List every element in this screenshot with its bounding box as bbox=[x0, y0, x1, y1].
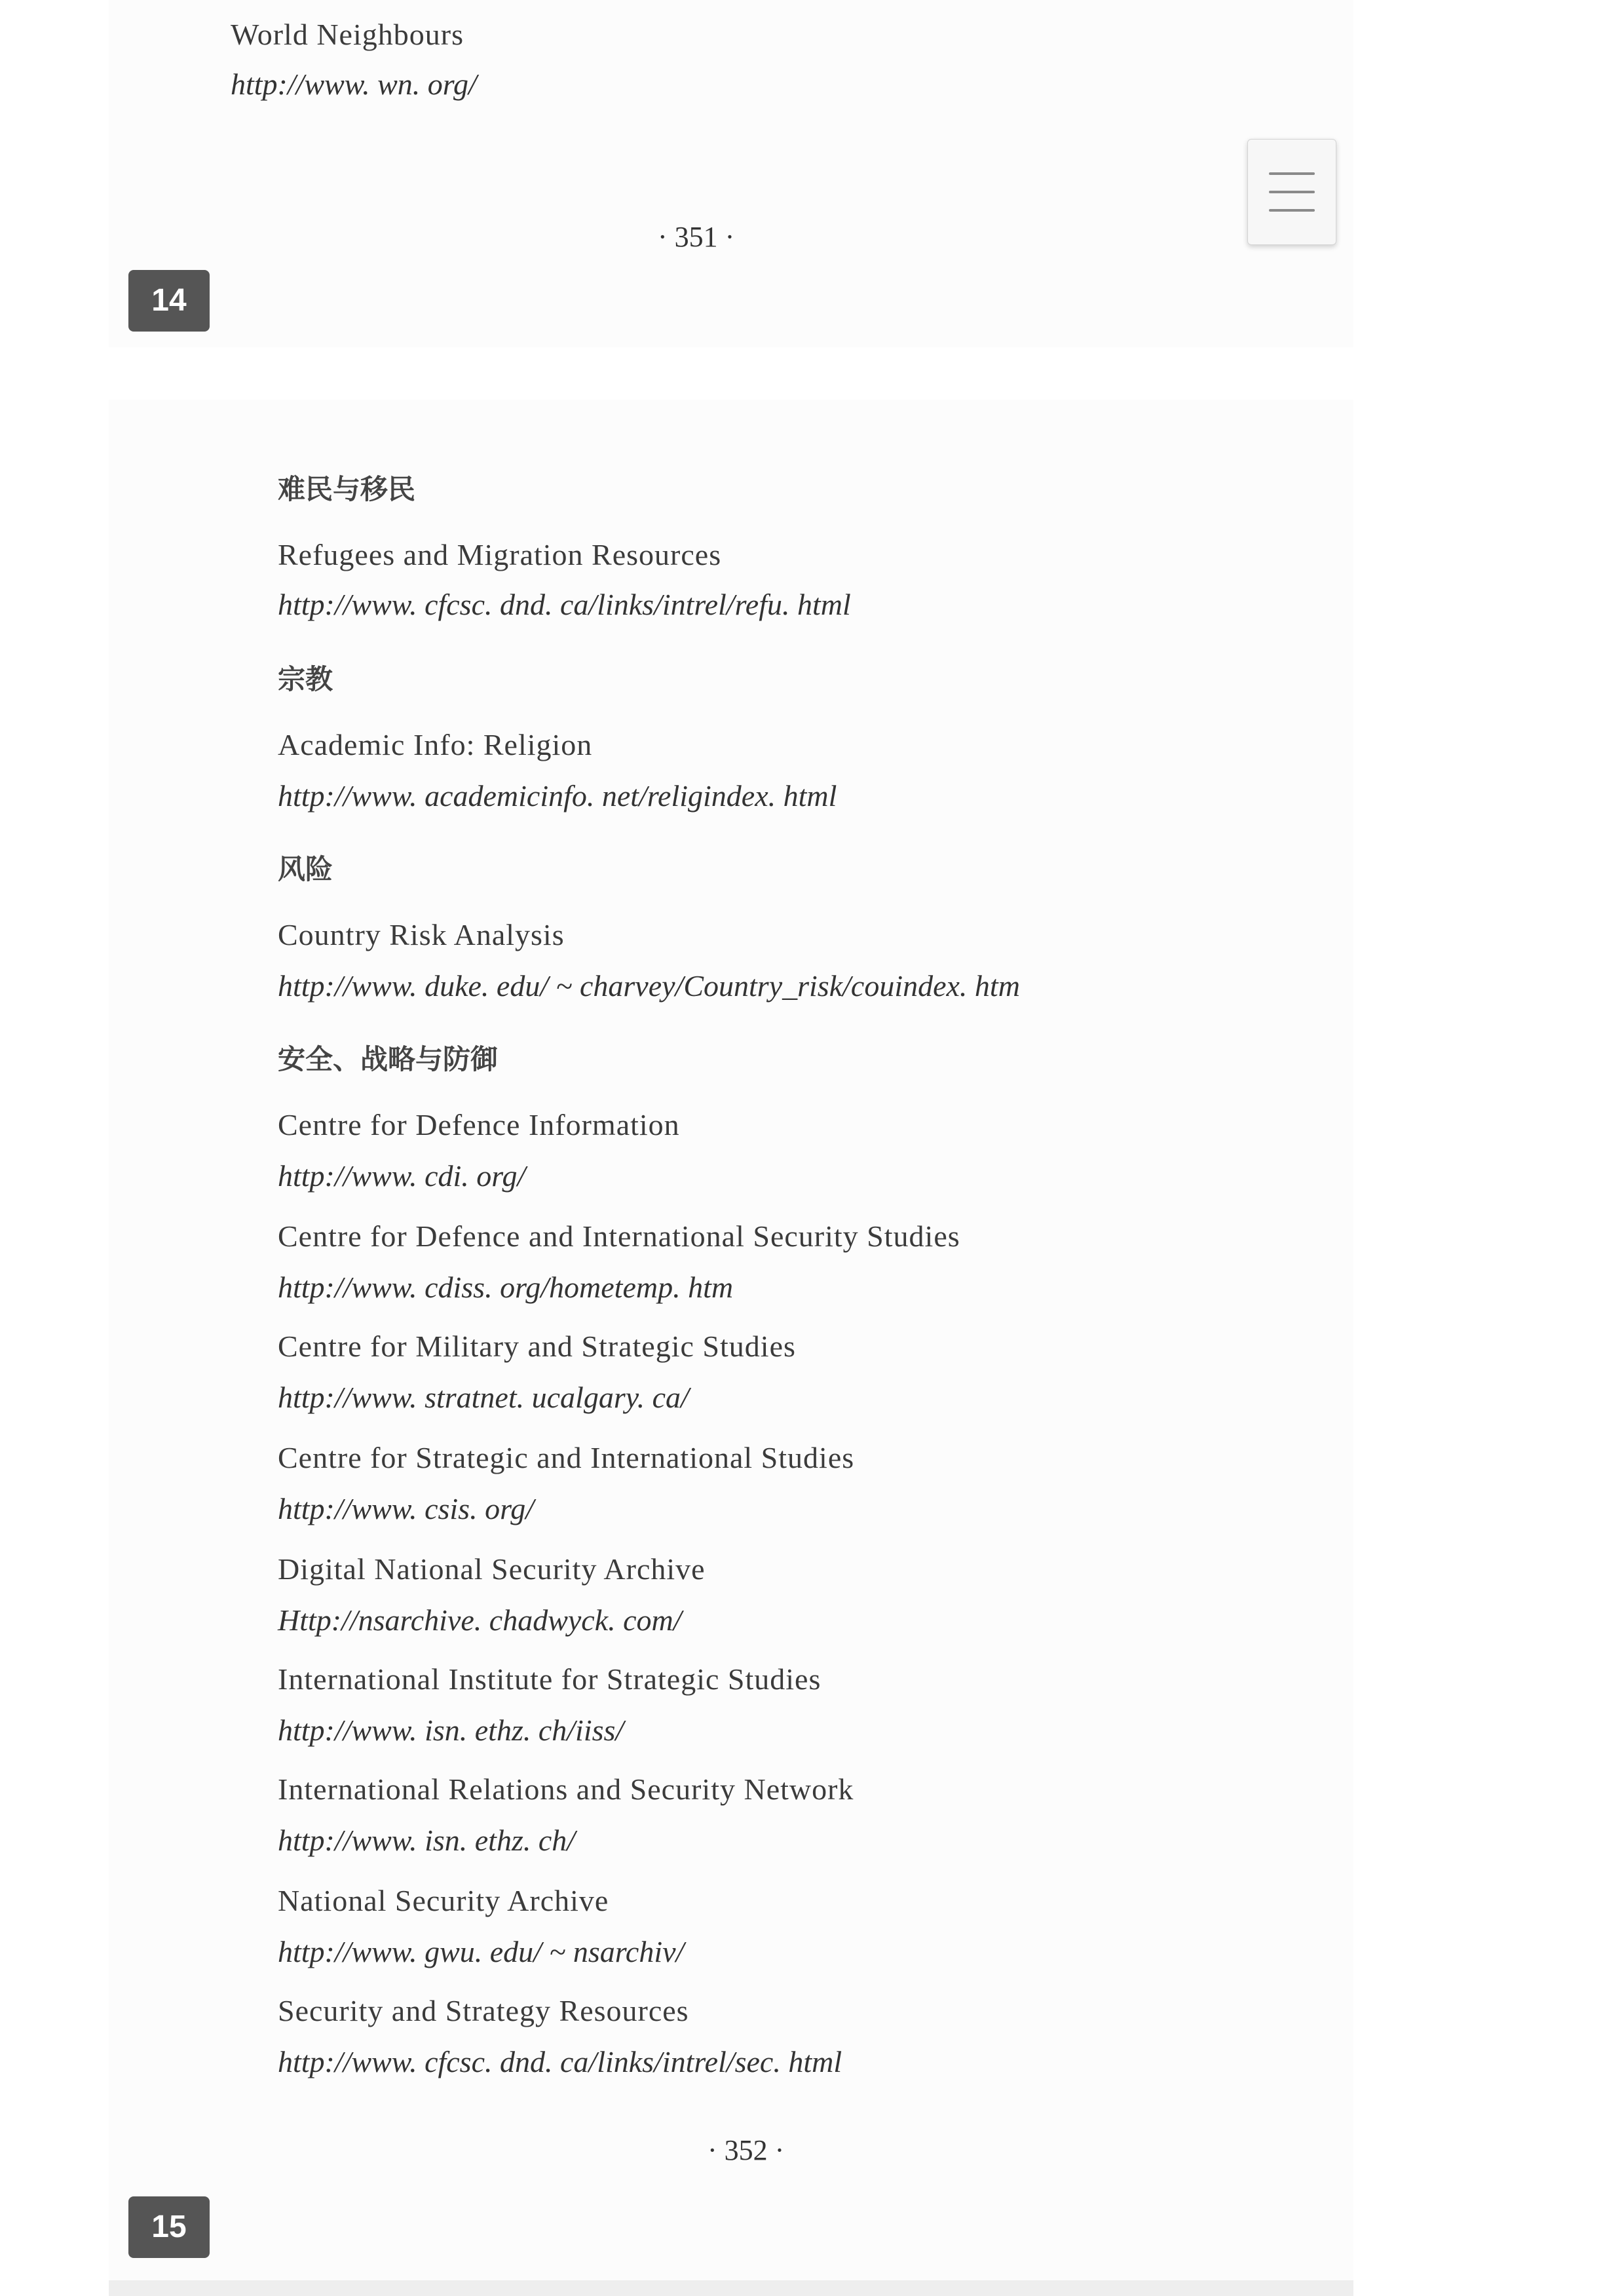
entry-title: Refugees and Migration Resources bbox=[278, 538, 722, 571]
page-number: · 351 · bbox=[658, 221, 735, 253]
entry-title: National Security Archive bbox=[278, 1884, 609, 1917]
entry-url[interactable]: http://www. cfcsc. dnd. ca/links/intrel/sec. html bbox=[278, 2045, 842, 2078]
section-heading: 安全、战略与防御 bbox=[278, 1043, 499, 1075]
entry-title: Centre for Defence Information bbox=[278, 1108, 680, 1141]
entry-url[interactable]: http://www. gwu. edu/ ~ nsarchiv/ bbox=[278, 1935, 685, 1968]
entry-url[interactable]: http://www. wn. org/ bbox=[231, 67, 477, 101]
entry-url[interactable]: http://www. isn. ethz. ch/iiss/ bbox=[278, 1713, 624, 1747]
entry-url[interactable]: http://www. cfcsc. dnd. ca/links/intrel/refu. html bbox=[278, 588, 851, 621]
section-heading: 难民与移民 bbox=[278, 473, 416, 505]
entry-url[interactable]: http://www. csis. org/ bbox=[278, 1492, 535, 1525]
entry-title: World Neighbours bbox=[231, 18, 464, 51]
entry-title: Academic Info: Religion bbox=[278, 728, 593, 761]
entry-title: Centre for Military and Strategic Studies bbox=[278, 1330, 796, 1363]
page-badge: 15 bbox=[128, 2196, 210, 2258]
menu-button[interactable] bbox=[1247, 139, 1336, 245]
next-page-edge bbox=[109, 2280, 1353, 2296]
page-badge: 14 bbox=[128, 270, 210, 332]
entry-title: International Relations and Security Network bbox=[278, 1772, 854, 1806]
entry-url[interactable]: http://www. academicinfo. net/religindex. html bbox=[278, 779, 837, 813]
entry-url[interactable]: http://www. isn. ethz. ch/ bbox=[278, 1824, 576, 1857]
entry-title: Security and Strategy Resources bbox=[278, 1994, 689, 2027]
entry-title: Centre for Strategic and International Studies bbox=[278, 1441, 855, 1474]
entry-title: International Institute for Strategic Studies bbox=[278, 1662, 821, 1696]
entry-url[interactable]: Http://nsarchive. chadwyck. com/ bbox=[278, 1603, 682, 1637]
section-heading: 风险 bbox=[278, 853, 333, 885]
entry-title: Centre for Defence and International Security Studies bbox=[278, 1219, 960, 1253]
entry-url[interactable]: http://www. stratnet. ucalgary. ca/ bbox=[278, 1381, 689, 1414]
page-351 bbox=[109, 0, 1353, 347]
section-heading: 宗教 bbox=[278, 663, 333, 695]
entry-title: Digital National Security Archive bbox=[278, 1552, 706, 1586]
entry-url[interactable]: http://www. duke. edu/ ~ charvey/Country_risk/couindex. htm bbox=[278, 969, 1020, 1003]
page-number: · 352 · bbox=[708, 2134, 785, 2166]
entry-url[interactable]: http://www. cdi. org/ bbox=[278, 1159, 526, 1193]
entry-title: Country Risk Analysis bbox=[278, 918, 565, 951]
entry-url[interactable]: http://www. cdiss. org/hometemp. htm bbox=[278, 1271, 734, 1304]
